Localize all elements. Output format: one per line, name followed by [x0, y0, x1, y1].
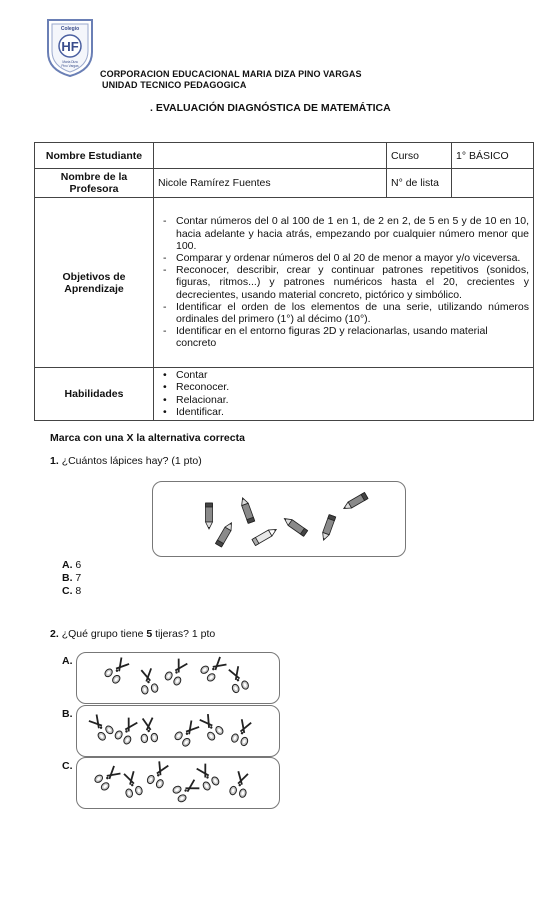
list-number-label: N° de lista: [387, 169, 452, 198]
pencil-icon: [252, 526, 278, 545]
q1-option-b[interactable]: B. 7: [62, 572, 82, 584]
pencil-icon: [206, 503, 213, 529]
objectives-label: Objetivos de Aprendizaje: [35, 198, 154, 368]
document-title: . EVALUACIÓN DIAGNÓSTICA DE MATEMÁTICA: [150, 102, 391, 114]
skill-item: • Reconocer.: [176, 381, 529, 393]
svg-text:Colegio: Colegio: [60, 26, 80, 32]
scissors-group-b: [77, 706, 279, 756]
objective-item: - Comparar y ordenar números del 0 al 20 de menor a mayor y/o viceversa.: [176, 252, 529, 264]
objectives-list: [160, 215, 529, 349]
objective-item: - Contar números del 0 al 100 de 1 en 1, de 2 en 2, de 5 en 5 y de 10 en 10, hacia adelante y hacia atrás, empezando por cualquier número menor que 100.: [176, 215, 529, 252]
pencil-icon: [342, 492, 368, 511]
svg-text:Maria Diza: Maria Diza: [62, 60, 78, 64]
q2-option-a-label[interactable]: A.: [62, 655, 73, 667]
q1-option-a[interactable]: A. 6: [62, 559, 82, 571]
question-1: [50, 455, 202, 467]
skill-item: • Identificar.: [176, 406, 529, 418]
skill-item: • Contar: [176, 369, 529, 381]
question-2-number: 2.: [50, 628, 59, 640]
svg-text:Pino Vargas: Pino Vargas: [61, 64, 79, 68]
instructions: Marca con una X la alternativa correcta: [50, 432, 245, 444]
svg-text:HF: HF: [61, 39, 79, 54]
info-table: [34, 142, 534, 421]
q2-group-b-box[interactable]: [76, 705, 280, 757]
pencils-image-box: [152, 481, 406, 557]
question-1-number: 1.: [50, 455, 59, 467]
q2-group-a-box[interactable]: [76, 652, 280, 704]
scissors-group-c: [77, 758, 279, 808]
q2-group-c-box[interactable]: [76, 757, 280, 809]
pencil-icon: [320, 515, 335, 542]
pencil-icon: [282, 516, 307, 537]
skills-label: Habilidades: [35, 368, 154, 421]
objective-item: - Identificar el orden de los elementos de una serie, utilizando números ordinales del primero (1°) al décimo (10°).: [176, 301, 529, 325]
school-logo: [44, 16, 96, 78]
question-1-text: ¿Cuántos lápices hay? (1 pto): [61, 455, 202, 467]
student-field[interactable]: [154, 143, 387, 169]
question-2: 2. ¿Qué grupo tiene 5 tijeras? 1 pto: [50, 628, 216, 640]
pencils-illustration: [153, 482, 405, 556]
pencil-icon: [239, 497, 254, 524]
scissors-group-a: [77, 653, 279, 703]
skills-list: [160, 369, 529, 419]
skill-item: • Relacionar.: [176, 394, 529, 406]
student-label: Nombre Estudiante: [35, 143, 154, 169]
pencil-icon: [215, 521, 234, 547]
teacher-label: Nombre de la Profesora: [35, 169, 154, 198]
objective-item: - Identificar en el entorno figuras 2D y relacionarlas, usando material concreto: [176, 325, 529, 349]
teacher-value: Nicole Ramírez Fuentes: [154, 169, 387, 198]
q2-option-b-label[interactable]: B.: [62, 708, 73, 720]
list-number-field[interactable]: [452, 169, 534, 198]
q1-option-c[interactable]: C. 8: [62, 585, 82, 597]
institution-name: CORPORACION EDUCACIONAL MARIA DIZA PINO VARGAS: [100, 69, 362, 79]
department-name: UNIDAD TECNICO PEDAGOGICA: [102, 80, 247, 90]
course-value: 1° BÁSICO: [452, 143, 534, 169]
objective-item: - Reconocer, describir, crear y continuar patrones repetitivos (sonidos, figuras, ritmos...) y patrones numéricos hasta el 20, crecientes y decrecientes, usando material concreto, pictórico y simbólico.: [176, 264, 529, 301]
q2-option-c-label[interactable]: C.: [62, 760, 73, 772]
course-label: Curso: [387, 143, 452, 169]
